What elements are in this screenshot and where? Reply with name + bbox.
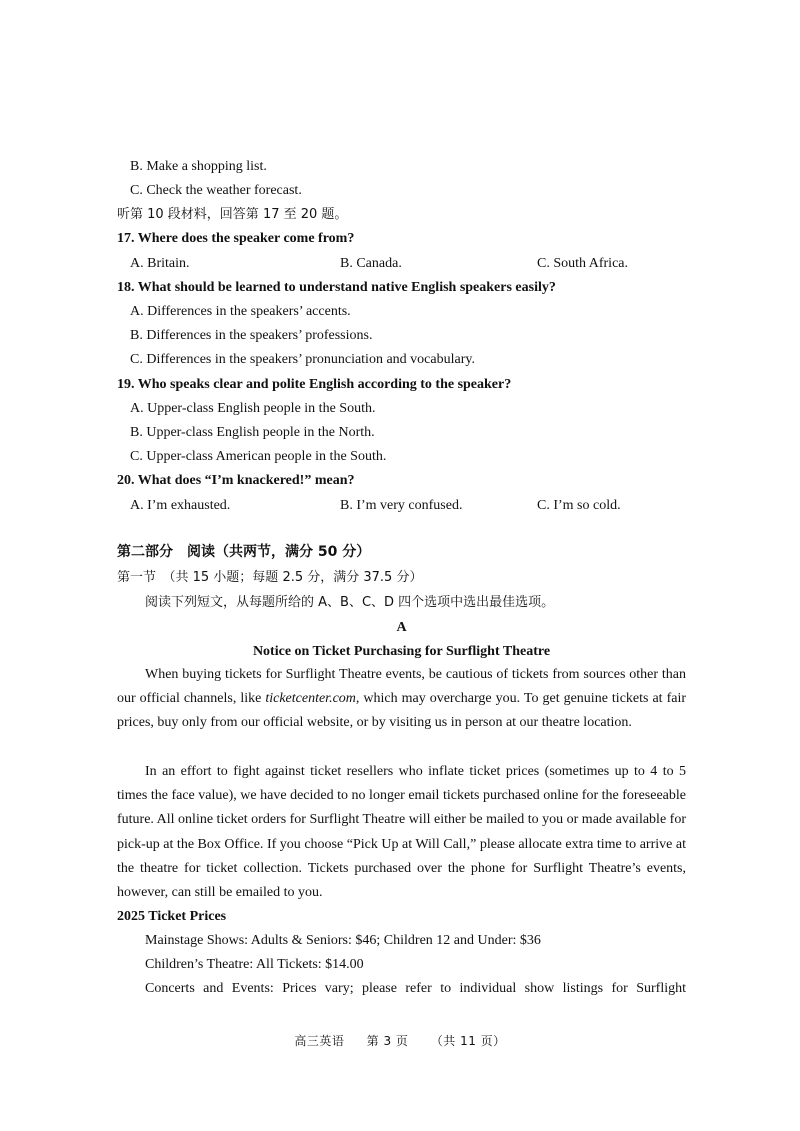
question-17-stem: 17. Where does the speaker come from?: [117, 231, 355, 246]
reading-section-title: 第一节 （共 15 小题；每题 2.5 分，满分 37.5 分）: [117, 570, 423, 585]
footer-subject: 高三英语: [294, 1034, 345, 1048]
passage-label: A: [396, 620, 407, 635]
price-line-concerts: Concerts and Events: Prices vary; please refer to individual show listings for Surflight: [145, 981, 686, 996]
paragraph-1-text-end: , which may overcharge you. To get genuine tickets at fair prices, buy only from our official website, or by visiting us in person at our theatre location.: [117, 691, 686, 731]
prev-option-b: B. Make a shopping list.: [130, 159, 267, 174]
question-18-stem: 18. What should be learned to understand native English speakers easily?: [117, 280, 556, 295]
question-20-stem: 20. What does “I’m knackered!” mean?: [117, 473, 355, 488]
question-20-option-b: B. I’m very confused.: [340, 498, 463, 513]
reading-part-title: 第二部分 阅读（共两节，满分 50 分）: [117, 544, 371, 560]
question-20-option-a: A. I’m exhausted.: [130, 498, 231, 513]
passage-paragraph-1: [117, 663, 686, 736]
question-19-option-b: B. Upper-class English people in the North.: [130, 425, 375, 440]
question-18-option-c: C. Differences in the speakers’ pronunciation and vocabulary.: [130, 352, 475, 367]
question-17-option-c: C. South Africa.: [537, 256, 628, 271]
question-17-option-b: B. Canada.: [340, 256, 402, 271]
question-19-option-c: C. Upper-class American people in the South.: [130, 449, 387, 464]
question-18-option-b: B. Differences in the speakers’ professions.: [130, 328, 373, 343]
ticketcenter-site-name: ticketcenter.com: [265, 691, 356, 707]
prices-heading: 2025 Ticket Prices: [117, 909, 227, 924]
prev-option-c: C. Check the weather forecast.: [130, 183, 302, 198]
question-20-option-c: C. I’m so cold.: [537, 498, 621, 513]
reading-instructions: 阅读下列短文，从每题所给的 A、B、C、D 四个选项中选出最佳选项。: [145, 595, 555, 610]
question-19-stem: 19. Who speaks clear and polite English according to the speaker?: [117, 377, 512, 392]
listening-section-intro: 听第 10 段材料，回答第 17 至 20 题。: [117, 207, 348, 222]
paragraph-1-text-start: When buying tickets for Surflight Theatre events, be cautious of tickets from sources other than our official channels, like: [117, 667, 686, 707]
footer-total-pages: （共 11 页）: [430, 1034, 506, 1048]
footer-page-number: 第 3 页: [366, 1034, 409, 1048]
price-line-mainstage: Mainstage Shows: Adults & Seniors: $46; Children 12 and Under: $36: [145, 933, 541, 948]
passage-paragraph-2: In an effort to fight against ticket resellers who inflate ticket prices (sometimes up to 4 to 5 times the face value), we have decided to no longer email tickets purchased online for the foreseeable future. All online ticket orders for Surflight Theatre will either be mailed to you or made available for pick-up at the Box Office. If you choose “Pick Up at Will Call,” please allocate extra time to arrive at the theatre for ticket collection. Tickets purchased over the phone for Surflight Theatre’s events, however, can still be emailed to you.: [117, 764, 686, 901]
page-footer: [0, 1032, 800, 1049]
question-19-option-a: A. Upper-class English people in the South.: [130, 401, 376, 416]
price-line-childrens-theatre: Children’s Theatre: All Tickets: $14.00: [145, 957, 364, 972]
question-17-option-a: A. Britain.: [130, 256, 190, 271]
passage-title: Notice on Ticket Purchasing for Surflight Theatre: [252, 644, 551, 659]
question-18-option-a: A. Differences in the speakers’ accents.: [130, 304, 351, 319]
